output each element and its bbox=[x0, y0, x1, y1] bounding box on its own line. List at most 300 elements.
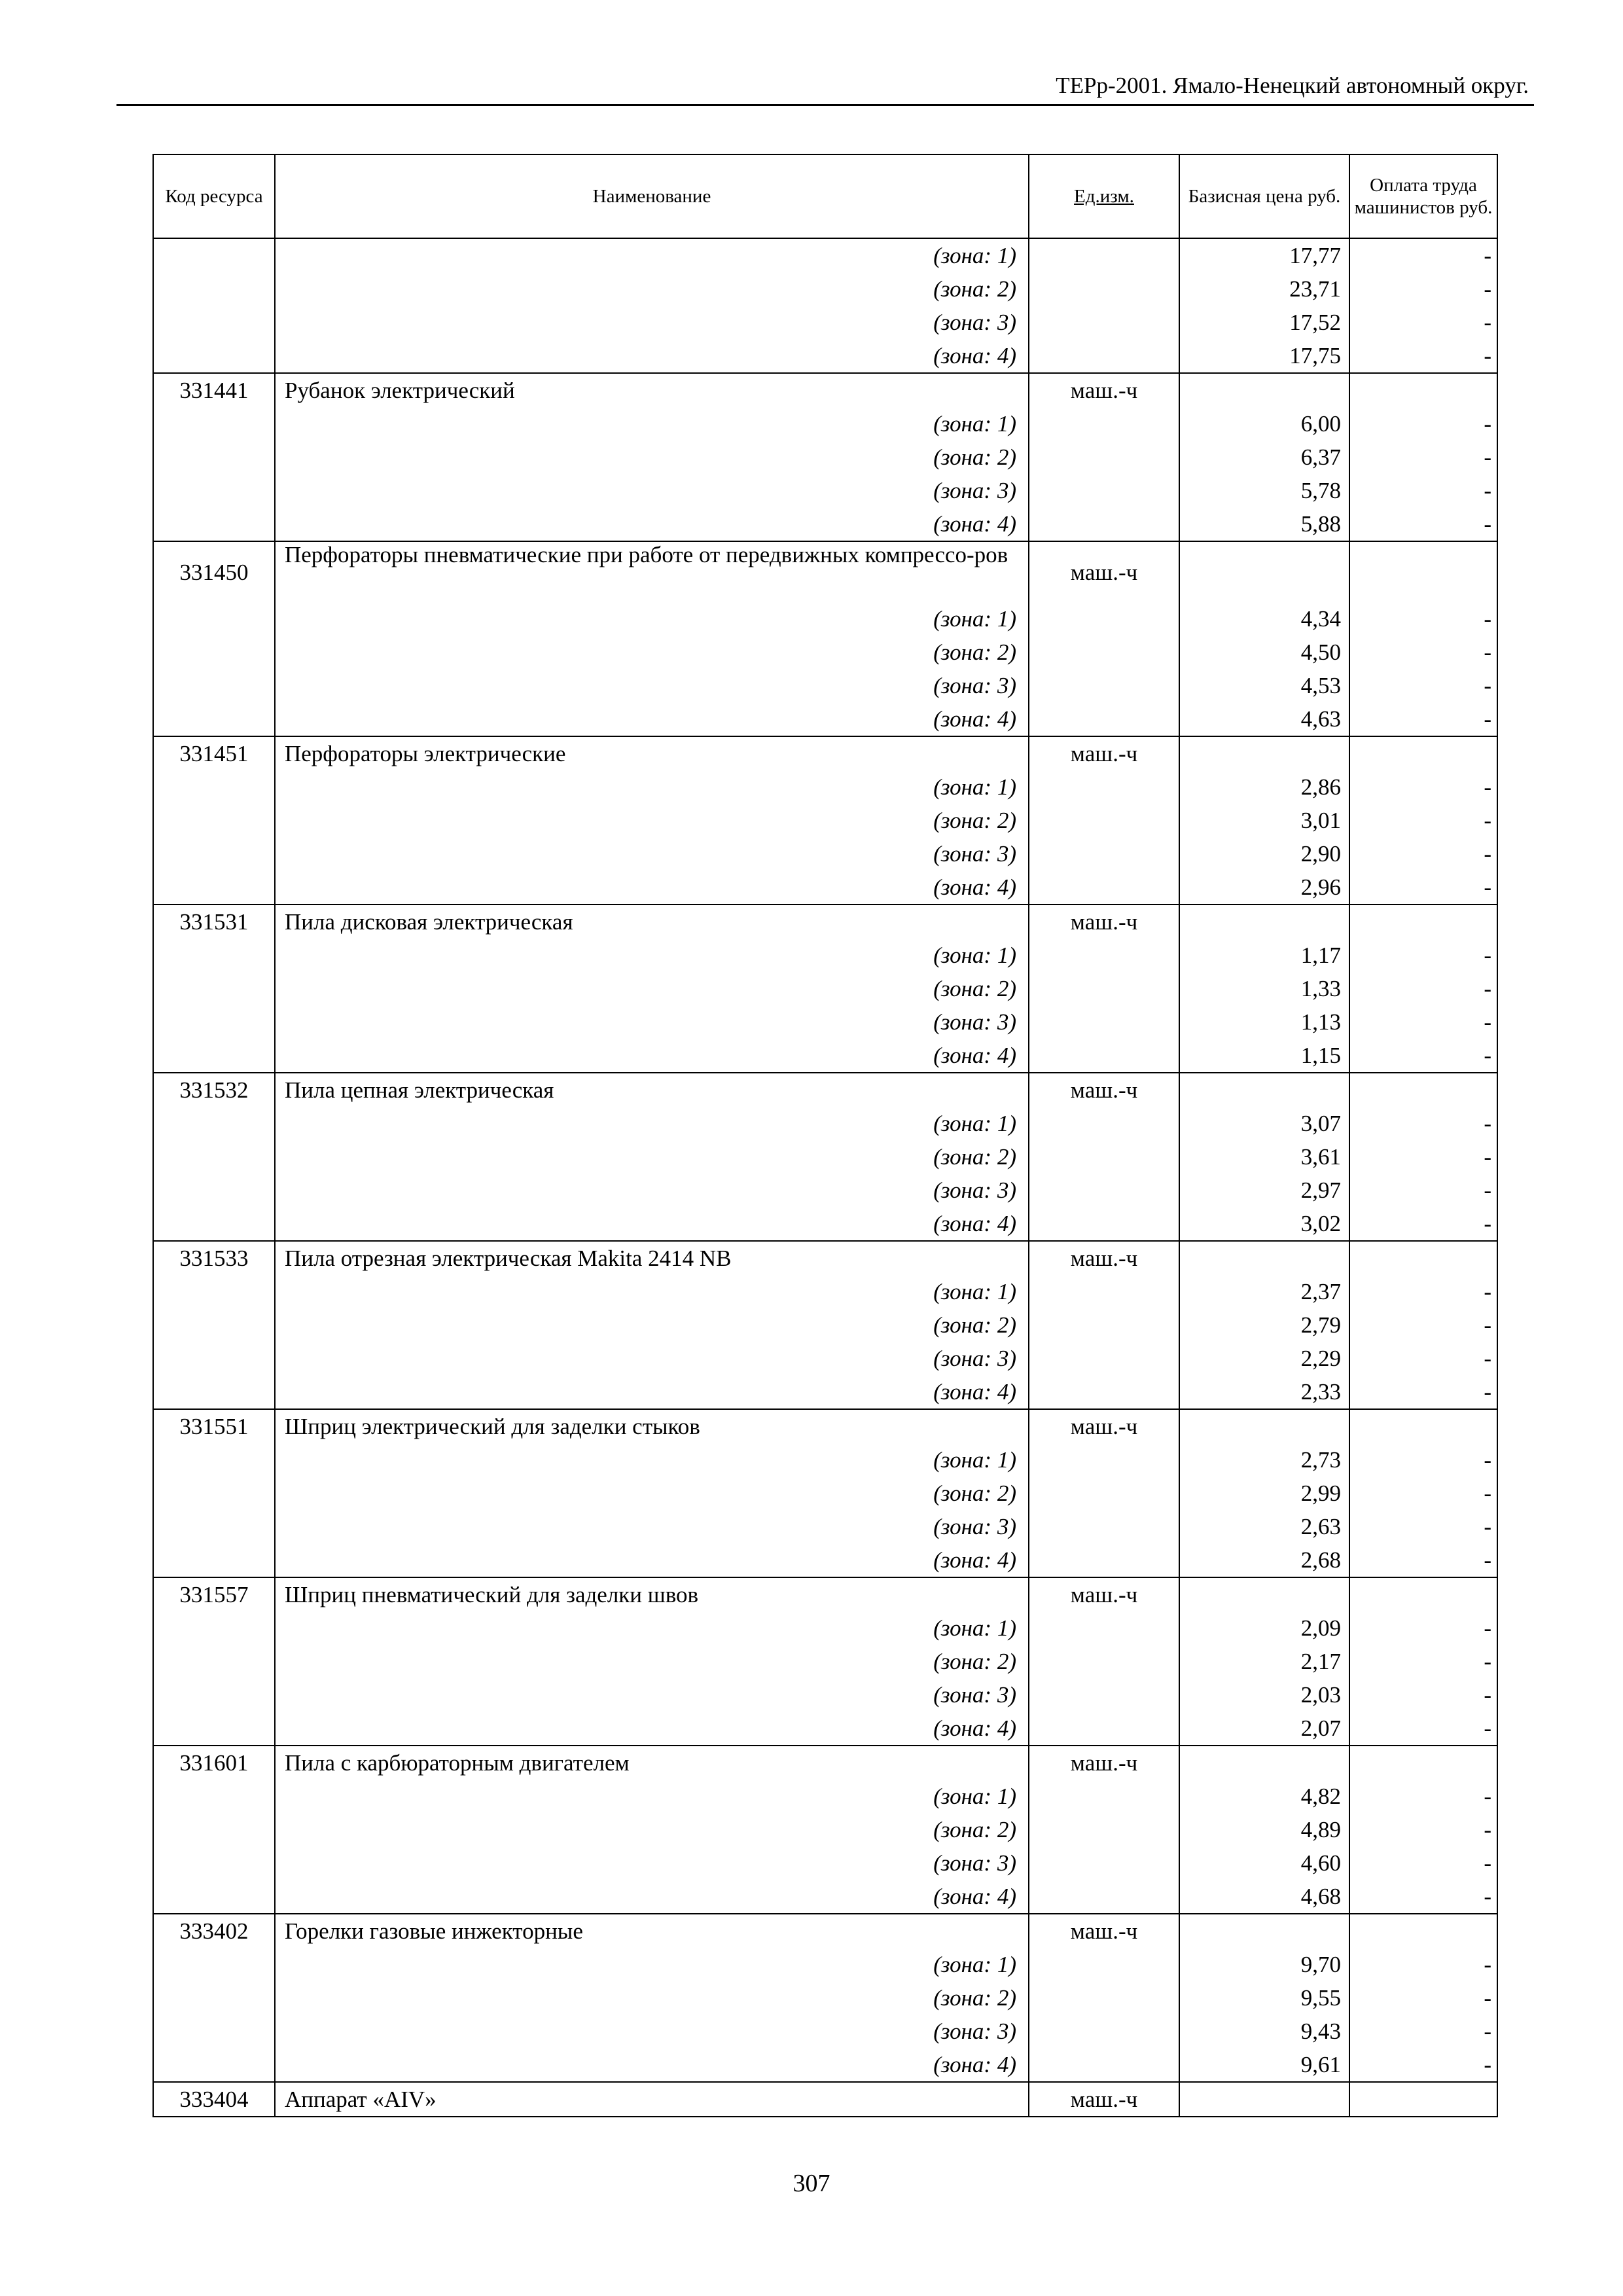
code-cell bbox=[153, 440, 275, 474]
price-cell: 9,43 bbox=[1179, 2015, 1349, 2048]
labor-cell: - bbox=[1349, 1107, 1497, 1140]
price-cell: 4,63 bbox=[1179, 702, 1349, 736]
unit-cell bbox=[1029, 1678, 1179, 1712]
unit-cell bbox=[1029, 1342, 1179, 1375]
unit-cell bbox=[1029, 306, 1179, 339]
labor-cell: - bbox=[1349, 339, 1497, 373]
price-cell bbox=[1179, 1746, 1349, 1780]
unit-cell bbox=[1029, 474, 1179, 507]
zone-row bbox=[153, 1375, 1497, 1409]
unit-cell bbox=[1029, 2048, 1179, 2082]
price-cell: 9,70 bbox=[1179, 1948, 1349, 1981]
labor-cell: - bbox=[1349, 1342, 1497, 1375]
price-cell bbox=[1179, 1577, 1349, 1611]
price-cell: 5,88 bbox=[1179, 507, 1349, 541]
zone-label: (зона: 2) bbox=[275, 1308, 1029, 1342]
code-cell bbox=[153, 1443, 275, 1477]
code-cell bbox=[153, 870, 275, 905]
zone-label: (зона: 4) bbox=[275, 1543, 1029, 1577]
code-cell bbox=[153, 702, 275, 736]
code-cell bbox=[153, 2048, 275, 2082]
zone-row bbox=[153, 1174, 1497, 1207]
price-cell: 6,00 bbox=[1179, 407, 1349, 440]
zone-row bbox=[153, 1645, 1497, 1678]
resource-unit: маш.-ч bbox=[1029, 1746, 1179, 1780]
resource-row bbox=[153, 905, 1497, 939]
price-cell: 2,97 bbox=[1179, 1174, 1349, 1207]
code-cell bbox=[153, 669, 275, 702]
unit-cell bbox=[1029, 1880, 1179, 1914]
zone-label: (зона: 4) bbox=[275, 870, 1029, 905]
price-cell: 1,15 bbox=[1179, 1039, 1349, 1073]
price-cell: 6,37 bbox=[1179, 440, 1349, 474]
zone-label: (зона: 3) bbox=[275, 837, 1029, 870]
labor-cell: - bbox=[1349, 602, 1497, 636]
code-cell bbox=[153, 272, 275, 306]
zone-row bbox=[153, 407, 1497, 440]
labor-cell bbox=[1349, 373, 1497, 407]
labor-cell: - bbox=[1349, 1207, 1497, 1241]
price-cell: 17,77 bbox=[1179, 238, 1349, 272]
zone-label: (зона: 4) bbox=[275, 1039, 1029, 1073]
price-cell: 2,17 bbox=[1179, 1645, 1349, 1678]
price-cell: 2,68 bbox=[1179, 1543, 1349, 1577]
price-cell bbox=[1179, 2082, 1349, 2117]
labor-cell: - bbox=[1349, 702, 1497, 736]
zone-label: (зона: 2) bbox=[275, 972, 1029, 1005]
resource-name: Аппарат «AIV» bbox=[275, 2082, 1029, 2117]
resource-name: Перфораторы пневматические при работе от передвижных компрессо-ров bbox=[275, 541, 1029, 602]
price-cell: 2,86 bbox=[1179, 770, 1349, 804]
column-header-name: Наименование bbox=[275, 154, 1029, 238]
zone-row bbox=[153, 1342, 1497, 1375]
zone-row bbox=[153, 602, 1497, 636]
labor-cell: - bbox=[1349, 1174, 1497, 1207]
price-cell: 2,96 bbox=[1179, 870, 1349, 905]
zone-label: (зона: 3) bbox=[275, 1174, 1029, 1207]
zone-row bbox=[153, 1981, 1497, 2015]
labor-cell bbox=[1349, 1409, 1497, 1443]
code-cell bbox=[153, 1342, 275, 1375]
resource-name: Пила отрезная электрическая Makita 2414 NB bbox=[275, 1241, 1029, 1275]
zone-row bbox=[153, 1443, 1497, 1477]
zone-label: (зона: 1) bbox=[275, 602, 1029, 636]
code-cell bbox=[153, 636, 275, 669]
zone-label: (зона: 4) bbox=[275, 1712, 1029, 1746]
labor-cell: - bbox=[1349, 870, 1497, 905]
zone-row bbox=[153, 1543, 1497, 1577]
resource-name: Перфораторы электрические bbox=[275, 736, 1029, 770]
zone-label: (зона: 2) bbox=[275, 636, 1029, 669]
zone-row bbox=[153, 1039, 1497, 1073]
code-cell bbox=[153, 1543, 275, 1577]
unit-cell bbox=[1029, 770, 1179, 804]
unit-cell bbox=[1029, 1543, 1179, 1577]
code-cell bbox=[153, 837, 275, 870]
zone-label: (зона: 3) bbox=[275, 474, 1029, 507]
code-cell bbox=[153, 1880, 275, 1914]
unit-cell bbox=[1029, 1107, 1179, 1140]
unit-cell bbox=[1029, 1813, 1179, 1846]
labor-cell: - bbox=[1349, 306, 1497, 339]
unit-cell bbox=[1029, 602, 1179, 636]
unit-cell bbox=[1029, 1275, 1179, 1308]
price-cell bbox=[1179, 1914, 1349, 1948]
unit-cell bbox=[1029, 1780, 1179, 1813]
resource-row bbox=[153, 1073, 1497, 1107]
labor-cell: - bbox=[1349, 1308, 1497, 1342]
zone-row bbox=[153, 1813, 1497, 1846]
price-cell: 23,71 bbox=[1179, 272, 1349, 306]
zone-label: (зона: 2) bbox=[275, 1645, 1029, 1678]
table-body bbox=[153, 238, 1497, 2117]
resource-unit: маш.-ч bbox=[1029, 736, 1179, 770]
labor-cell: - bbox=[1349, 238, 1497, 272]
unit-cell bbox=[1029, 1712, 1179, 1746]
unit-cell bbox=[1029, 939, 1179, 972]
labor-cell: - bbox=[1349, 804, 1497, 837]
resource-code: 331531 bbox=[153, 905, 275, 939]
price-cell: 4,60 bbox=[1179, 1846, 1349, 1880]
zone-row bbox=[153, 2048, 1497, 2082]
code-cell bbox=[153, 1645, 275, 1678]
zone-row bbox=[153, 1308, 1497, 1342]
code-cell bbox=[153, 1039, 275, 1073]
labor-cell: - bbox=[1349, 1948, 1497, 1981]
labor-cell: - bbox=[1349, 407, 1497, 440]
price-cell: 2,90 bbox=[1179, 837, 1349, 870]
code-cell bbox=[153, 1174, 275, 1207]
resource-code: 333404 bbox=[153, 2082, 275, 2117]
labor-cell bbox=[1349, 905, 1497, 939]
price-cell: 5,78 bbox=[1179, 474, 1349, 507]
column-header-price: Базисная цена руб. bbox=[1179, 154, 1349, 238]
unit-cell bbox=[1029, 339, 1179, 373]
labor-cell: - bbox=[1349, 770, 1497, 804]
unit-cell bbox=[1029, 972, 1179, 1005]
zone-label: (зона: 1) bbox=[275, 1275, 1029, 1308]
code-cell bbox=[153, 1005, 275, 1039]
labor-cell: - bbox=[1349, 2048, 1497, 2082]
unit-cell bbox=[1029, 636, 1179, 669]
unit-cell bbox=[1029, 1375, 1179, 1409]
labor-cell: - bbox=[1349, 1039, 1497, 1073]
zone-row bbox=[153, 1140, 1497, 1174]
labor-cell: - bbox=[1349, 1813, 1497, 1846]
unit-cell bbox=[1029, 1611, 1179, 1645]
page-number: 307 bbox=[793, 2170, 830, 2197]
labor-cell: - bbox=[1349, 636, 1497, 669]
resource-unit: маш.-ч bbox=[1029, 905, 1179, 939]
zone-row bbox=[153, 1611, 1497, 1645]
code-cell bbox=[153, 1275, 275, 1308]
resource-price-table bbox=[152, 154, 1498, 2117]
zone-label: (зона: 4) bbox=[275, 1375, 1029, 1409]
zone-label: (зона: 1) bbox=[275, 238, 1029, 272]
price-cell bbox=[1179, 373, 1349, 407]
labor-cell: - bbox=[1349, 669, 1497, 702]
unit-cell bbox=[1029, 1039, 1179, 1073]
price-cell: 1,13 bbox=[1179, 1005, 1349, 1039]
unit-cell bbox=[1029, 1981, 1179, 2015]
price-cell: 3,01 bbox=[1179, 804, 1349, 837]
unit-cell bbox=[1029, 1948, 1179, 1981]
code-cell bbox=[153, 238, 275, 272]
code-cell bbox=[153, 474, 275, 507]
labor-cell bbox=[1349, 2082, 1497, 2117]
price-cell: 2,63 bbox=[1179, 1510, 1349, 1543]
resource-row bbox=[153, 1241, 1497, 1275]
zone-row bbox=[153, 1275, 1497, 1308]
unit-cell bbox=[1029, 1174, 1179, 1207]
code-cell bbox=[153, 1948, 275, 1981]
zone-row bbox=[153, 1780, 1497, 1813]
code-cell bbox=[153, 804, 275, 837]
unit-cell bbox=[1029, 1846, 1179, 1880]
code-cell bbox=[153, 1477, 275, 1510]
labor-cell: - bbox=[1349, 1510, 1497, 1543]
price-cell: 2,99 bbox=[1179, 1477, 1349, 1510]
resource-code: 331551 bbox=[153, 1409, 275, 1443]
labor-cell: - bbox=[1349, 440, 1497, 474]
code-cell bbox=[153, 1207, 275, 1241]
resource-row bbox=[153, 1914, 1497, 1948]
resource-unit: маш.-ч bbox=[1029, 541, 1179, 602]
zone-label: (зона: 2) bbox=[275, 440, 1029, 474]
code-cell bbox=[153, 1780, 275, 1813]
unit-cell bbox=[1029, 407, 1179, 440]
price-cell: 2,07 bbox=[1179, 1712, 1349, 1746]
labor-cell: - bbox=[1349, 1780, 1497, 1813]
zone-row bbox=[153, 1510, 1497, 1543]
code-cell bbox=[153, 306, 275, 339]
zone-row bbox=[153, 669, 1497, 702]
unit-cell bbox=[1029, 804, 1179, 837]
unit-cell bbox=[1029, 702, 1179, 736]
unit-cell bbox=[1029, 1477, 1179, 1510]
unit-cell bbox=[1029, 1510, 1179, 1543]
code-cell bbox=[153, 339, 275, 373]
resource-unit: маш.-ч bbox=[1029, 373, 1179, 407]
resource-code: 331533 bbox=[153, 1241, 275, 1275]
zone-label: (зона: 4) bbox=[275, 1880, 1029, 1914]
price-cell: 3,61 bbox=[1179, 1140, 1349, 1174]
zone-row bbox=[153, 770, 1497, 804]
zone-row bbox=[153, 474, 1497, 507]
price-cell: 4,68 bbox=[1179, 1880, 1349, 1914]
price-cell bbox=[1179, 905, 1349, 939]
code-cell bbox=[153, 939, 275, 972]
code-cell bbox=[153, 770, 275, 804]
unit-cell bbox=[1029, 669, 1179, 702]
column-header-labor: Оплата труда машинистов руб. bbox=[1349, 154, 1497, 238]
zone-label: (зона: 1) bbox=[275, 1948, 1029, 1981]
zone-label: (зона: 2) bbox=[275, 1813, 1029, 1846]
labor-cell bbox=[1349, 1746, 1497, 1780]
zone-label: (зона: 1) bbox=[275, 1611, 1029, 1645]
zone-label: (зона: 3) bbox=[275, 1846, 1029, 1880]
resource-unit: маш.-ч bbox=[1029, 1577, 1179, 1611]
resource-row bbox=[153, 1577, 1497, 1611]
labor-cell: - bbox=[1349, 1611, 1497, 1645]
labor-cell: - bbox=[1349, 837, 1497, 870]
zone-row bbox=[153, 1712, 1497, 1746]
labor-cell bbox=[1349, 541, 1497, 602]
resource-row bbox=[153, 373, 1497, 407]
zone-label: (зона: 1) bbox=[275, 770, 1029, 804]
code-cell bbox=[153, 1678, 275, 1712]
zone-row bbox=[153, 507, 1497, 541]
code-cell bbox=[153, 1712, 275, 1746]
zone-row bbox=[153, 870, 1497, 905]
resource-unit: маш.-ч bbox=[1029, 1241, 1179, 1275]
resource-row bbox=[153, 541, 1497, 602]
labor-cell: - bbox=[1349, 507, 1497, 541]
code-cell bbox=[153, 1510, 275, 1543]
resource-name: Шприц пневматический для заделки швов bbox=[275, 1577, 1029, 1611]
unit-cell bbox=[1029, 1308, 1179, 1342]
resource-unit: маш.-ч bbox=[1029, 2082, 1179, 2117]
price-cell: 4,53 bbox=[1179, 669, 1349, 702]
resource-code: 331557 bbox=[153, 1577, 275, 1611]
labor-cell: - bbox=[1349, 272, 1497, 306]
labor-cell: - bbox=[1349, 1443, 1497, 1477]
labor-cell: - bbox=[1349, 1543, 1497, 1577]
labor-cell bbox=[1349, 736, 1497, 770]
resource-code: 331450 bbox=[153, 541, 275, 602]
labor-cell bbox=[1349, 1241, 1497, 1275]
price-cell: 4,34 bbox=[1179, 602, 1349, 636]
zone-label: (зона: 2) bbox=[275, 1140, 1029, 1174]
price-cell: 2,29 bbox=[1179, 1342, 1349, 1375]
resource-name: Горелки газовые инжекторные bbox=[275, 1914, 1029, 1948]
resource-row bbox=[153, 1409, 1497, 1443]
labor-cell: - bbox=[1349, 1712, 1497, 1746]
resource-name: Пила дисковая электрическая bbox=[275, 905, 1029, 939]
price-cell: 2,79 bbox=[1179, 1308, 1349, 1342]
code-cell bbox=[153, 1611, 275, 1645]
zone-row bbox=[153, 1107, 1497, 1140]
zone-label: (зона: 4) bbox=[275, 507, 1029, 541]
labor-cell: - bbox=[1349, 1275, 1497, 1308]
zone-row bbox=[153, 1880, 1497, 1914]
zone-row bbox=[153, 939, 1497, 972]
price-cell bbox=[1179, 736, 1349, 770]
zone-label: (зона: 1) bbox=[275, 407, 1029, 440]
code-cell bbox=[153, 1375, 275, 1409]
unit-cell bbox=[1029, 870, 1179, 905]
zone-label: (зона: 3) bbox=[275, 669, 1029, 702]
zone-row bbox=[153, 440, 1497, 474]
zone-row bbox=[153, 272, 1497, 306]
price-cell: 4,82 bbox=[1179, 1780, 1349, 1813]
price-cell: 2,73 bbox=[1179, 1443, 1349, 1477]
zone-label: (зона: 3) bbox=[275, 1342, 1029, 1375]
zone-row bbox=[153, 1477, 1497, 1510]
code-cell bbox=[153, 1846, 275, 1880]
resource-code: 331532 bbox=[153, 1073, 275, 1107]
unit-cell bbox=[1029, 2015, 1179, 2048]
price-cell: 1,33 bbox=[1179, 972, 1349, 1005]
zone-label: (зона: 4) bbox=[275, 339, 1029, 373]
code-cell bbox=[153, 1308, 275, 1342]
labor-cell: - bbox=[1349, 1880, 1497, 1914]
zone-label: (зона: 3) bbox=[275, 1678, 1029, 1712]
resource-unit: маш.-ч bbox=[1029, 1914, 1179, 1948]
zone-row bbox=[153, 2015, 1497, 2048]
zone-label: (зона: 3) bbox=[275, 1510, 1029, 1543]
page-header bbox=[116, 73, 1534, 106]
zone-row bbox=[153, 1846, 1497, 1880]
unit-cell bbox=[1029, 1140, 1179, 1174]
resource-code: 331441 bbox=[153, 373, 275, 407]
resource-row bbox=[153, 736, 1497, 770]
code-cell bbox=[153, 1813, 275, 1846]
resource-name: Рубанок электрический bbox=[275, 373, 1029, 407]
price-cell bbox=[1179, 1241, 1349, 1275]
price-cell: 17,52 bbox=[1179, 306, 1349, 339]
labor-cell: - bbox=[1349, 1846, 1497, 1880]
resource-row bbox=[153, 2082, 1497, 2117]
price-cell: 3,07 bbox=[1179, 1107, 1349, 1140]
code-cell bbox=[153, 1107, 275, 1140]
unit-cell bbox=[1029, 1443, 1179, 1477]
unit-cell bbox=[1029, 1207, 1179, 1241]
zone-label: (зона: 4) bbox=[275, 702, 1029, 736]
zone-row bbox=[153, 837, 1497, 870]
resource-name: Пила цепная электрическая bbox=[275, 1073, 1029, 1107]
labor-cell: - bbox=[1349, 939, 1497, 972]
resource-code: 331601 bbox=[153, 1746, 275, 1780]
zone-row bbox=[153, 306, 1497, 339]
price-cell: 4,89 bbox=[1179, 1813, 1349, 1846]
labor-cell: - bbox=[1349, 1981, 1497, 2015]
unit-cell bbox=[1029, 272, 1179, 306]
labor-cell: - bbox=[1349, 474, 1497, 507]
code-cell bbox=[153, 407, 275, 440]
unit-cell bbox=[1029, 1645, 1179, 1678]
labor-cell bbox=[1349, 1914, 1497, 1948]
code-cell bbox=[153, 972, 275, 1005]
document-title: ТЕРр-2001. Ямало-Ненецкий автономный округ. bbox=[1056, 73, 1529, 98]
resource-unit: маш.-ч bbox=[1029, 1073, 1179, 1107]
labor-cell: - bbox=[1349, 1005, 1497, 1039]
unit-cell bbox=[1029, 507, 1179, 541]
labor-cell: - bbox=[1349, 1645, 1497, 1678]
resource-name: Шприц электрический для заделки стыков bbox=[275, 1409, 1029, 1443]
price-cell: 9,61 bbox=[1179, 2048, 1349, 2082]
labor-cell bbox=[1349, 1577, 1497, 1611]
zone-label: (зона: 4) bbox=[275, 2048, 1029, 2082]
zone-label: (зона: 1) bbox=[275, 939, 1029, 972]
labor-cell: - bbox=[1349, 1678, 1497, 1712]
price-cell bbox=[1179, 1073, 1349, 1107]
zone-row bbox=[153, 636, 1497, 669]
resource-name: Пила с карбюраторным двигателем bbox=[275, 1746, 1029, 1780]
price-cell: 2,33 bbox=[1179, 1375, 1349, 1409]
code-cell bbox=[153, 1140, 275, 1174]
zone-label: (зона: 3) bbox=[275, 306, 1029, 339]
labor-cell: - bbox=[1349, 2015, 1497, 2048]
zone-row bbox=[153, 1948, 1497, 1981]
price-cell: 4,50 bbox=[1179, 636, 1349, 669]
price-cell: 2,37 bbox=[1179, 1275, 1349, 1308]
resource-row bbox=[153, 1746, 1497, 1780]
zone-label: (зона: 2) bbox=[275, 804, 1029, 837]
labor-cell bbox=[1349, 1073, 1497, 1107]
zone-label: (зона: 2) bbox=[275, 1477, 1029, 1510]
zone-label: (зона: 2) bbox=[275, 1981, 1029, 2015]
